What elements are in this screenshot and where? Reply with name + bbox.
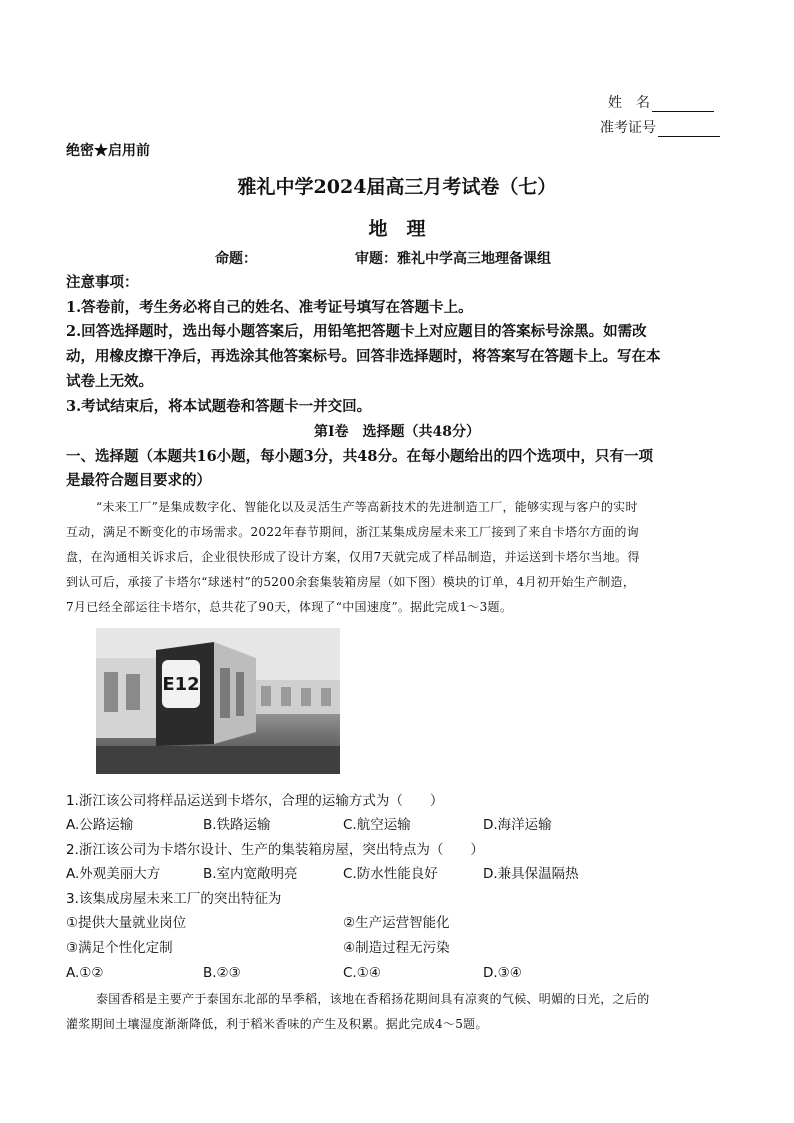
- question-2-option-a: A.外观美丽大方: [66, 866, 161, 882]
- name-label: 姓 名: [608, 95, 650, 111]
- question-2-option-b: B.室内宽敞明亮: [203, 866, 298, 882]
- question-1-option-a: A.公路运输: [66, 817, 134, 833]
- subject-title: 地 理: [368, 218, 426, 240]
- notice-item-3: 3.考试结束后，将本试题卷和答题卡一并交回。: [66, 398, 372, 415]
- question-3-statement-4: ④制造过程无污染: [343, 940, 450, 956]
- part-heading-line-2: 是最符合题目要求的）: [66, 472, 211, 489]
- passage-1-line-1: “未来工厂”是集成数字化、智能化以及灵活生产等高新技术的先进制造工厂，能够实现与客户的实时: [96, 500, 638, 514]
- question-2-option-d: D.兼具保温隔热: [483, 866, 579, 882]
- question-3-statement-2: ②生产运营智能化: [343, 915, 450, 931]
- exam-number-blank: [658, 122, 720, 137]
- question-1-option-d: D.海洋运输: [483, 817, 552, 833]
- question-1-stem: 1.浙江该公司将样品运送到卡塔尔，合理的运输方式为（ ）: [66, 793, 444, 809]
- question-3-option-b: B.②③: [203, 965, 241, 981]
- passage-1-line-3: 盘，在沟通相关诉求后，企业很快形成了设计方案，仅用7天就完成了样品制造，并运送到卡塔尔当地。得: [66, 550, 640, 564]
- exam-number-label: 准考证号: [600, 120, 656, 136]
- question-1-option-b: B.铁路运输: [203, 817, 271, 833]
- confidential-label: 绝密★启用前: [66, 143, 150, 159]
- setter-label: 命题：: [215, 251, 257, 267]
- part-heading-line-1: 一、选择题（本题共16小题，每小题3分，共48分。在每小题给出的四个选项中，只有一项: [66, 448, 653, 465]
- reviewer-label: 审题：雅礼中学高三地理备课组: [355, 251, 551, 267]
- page-title: 雅礼中学2024届高三月考试卷（七）: [237, 176, 557, 198]
- notice-item-2-line-3: 试卷上无效。: [66, 373, 153, 390]
- name-blank: [652, 97, 714, 112]
- passage-1-line-2: 互动，满足不断变化的市场需求。2022年春节期间，浙江某集成房屋未来工厂接到了来自卡塔尔方面的询: [66, 525, 639, 539]
- volume-heading: 第Ⅰ卷 选择题（共48分）: [313, 424, 481, 440]
- question-3-stem: 3.该集成房屋未来工厂的突出特征为: [66, 891, 282, 907]
- passage-2-line-1: 泰国香稻是主要产于泰国东北部的旱季稻，该地在香稻扬花期间具有凉爽的气候、明媚的日光，之后的: [96, 992, 650, 1006]
- notice-item-2-line-2: 动，用橡皮擦干净后，再选涂其他答案标号。回答非选择题时，将答案写在答题卡上。写在本: [66, 348, 661, 365]
- container-houses-illustration: [96, 628, 340, 774]
- question-1-option-c: C.航空运输: [343, 817, 411, 833]
- passage-1-line-4: 到认可后，承接了卡塔尔“球迷村”的5200余套集装箱房屋（如下图）模块的订单，4月初开始生产制造，: [66, 575, 636, 589]
- question-3-option-d: D.③④: [483, 965, 522, 981]
- notice-item-2-line-1: 2.回答选择题时，选出每小题答案后，用铅笔把答题卡上对应题目的答案标号涂黑。如需改: [66, 323, 647, 340]
- question-3-statement-1: ①提供大量就业岗位: [66, 915, 187, 931]
- container-houses-photo: [96, 628, 340, 774]
- name-field: [608, 92, 714, 112]
- notice-item-1: 1.答卷前，考生务必将自己的姓名、准考证号填写在答题卡上。: [66, 299, 473, 316]
- notice-heading: 注意事项：: [66, 274, 139, 291]
- question-2-option-c: C.防水性能良好: [343, 866, 438, 882]
- passage-2-line-2: 灌浆期间土壤湿度渐渐降低，利于稻米香味的产生及积累。据此完成4～5题。: [66, 1017, 488, 1031]
- container-number-label: E12: [162, 674, 200, 695]
- question-3-option-a: A.①②: [66, 965, 104, 981]
- question-2-stem: 2.浙江该公司为卡塔尔设计、生产的集装箱房屋，突出特点为（ ）: [66, 842, 484, 858]
- exam-number-field: [600, 117, 720, 137]
- question-3-option-c: C.①④: [343, 965, 381, 981]
- question-3-statement-3: ③满足个性化定制: [66, 940, 173, 956]
- passage-1-line-5: 7月已经全部运往卡塔尔，总共花了90天，体现了“中国速度”。据此完成1～3题。: [66, 600, 513, 614]
